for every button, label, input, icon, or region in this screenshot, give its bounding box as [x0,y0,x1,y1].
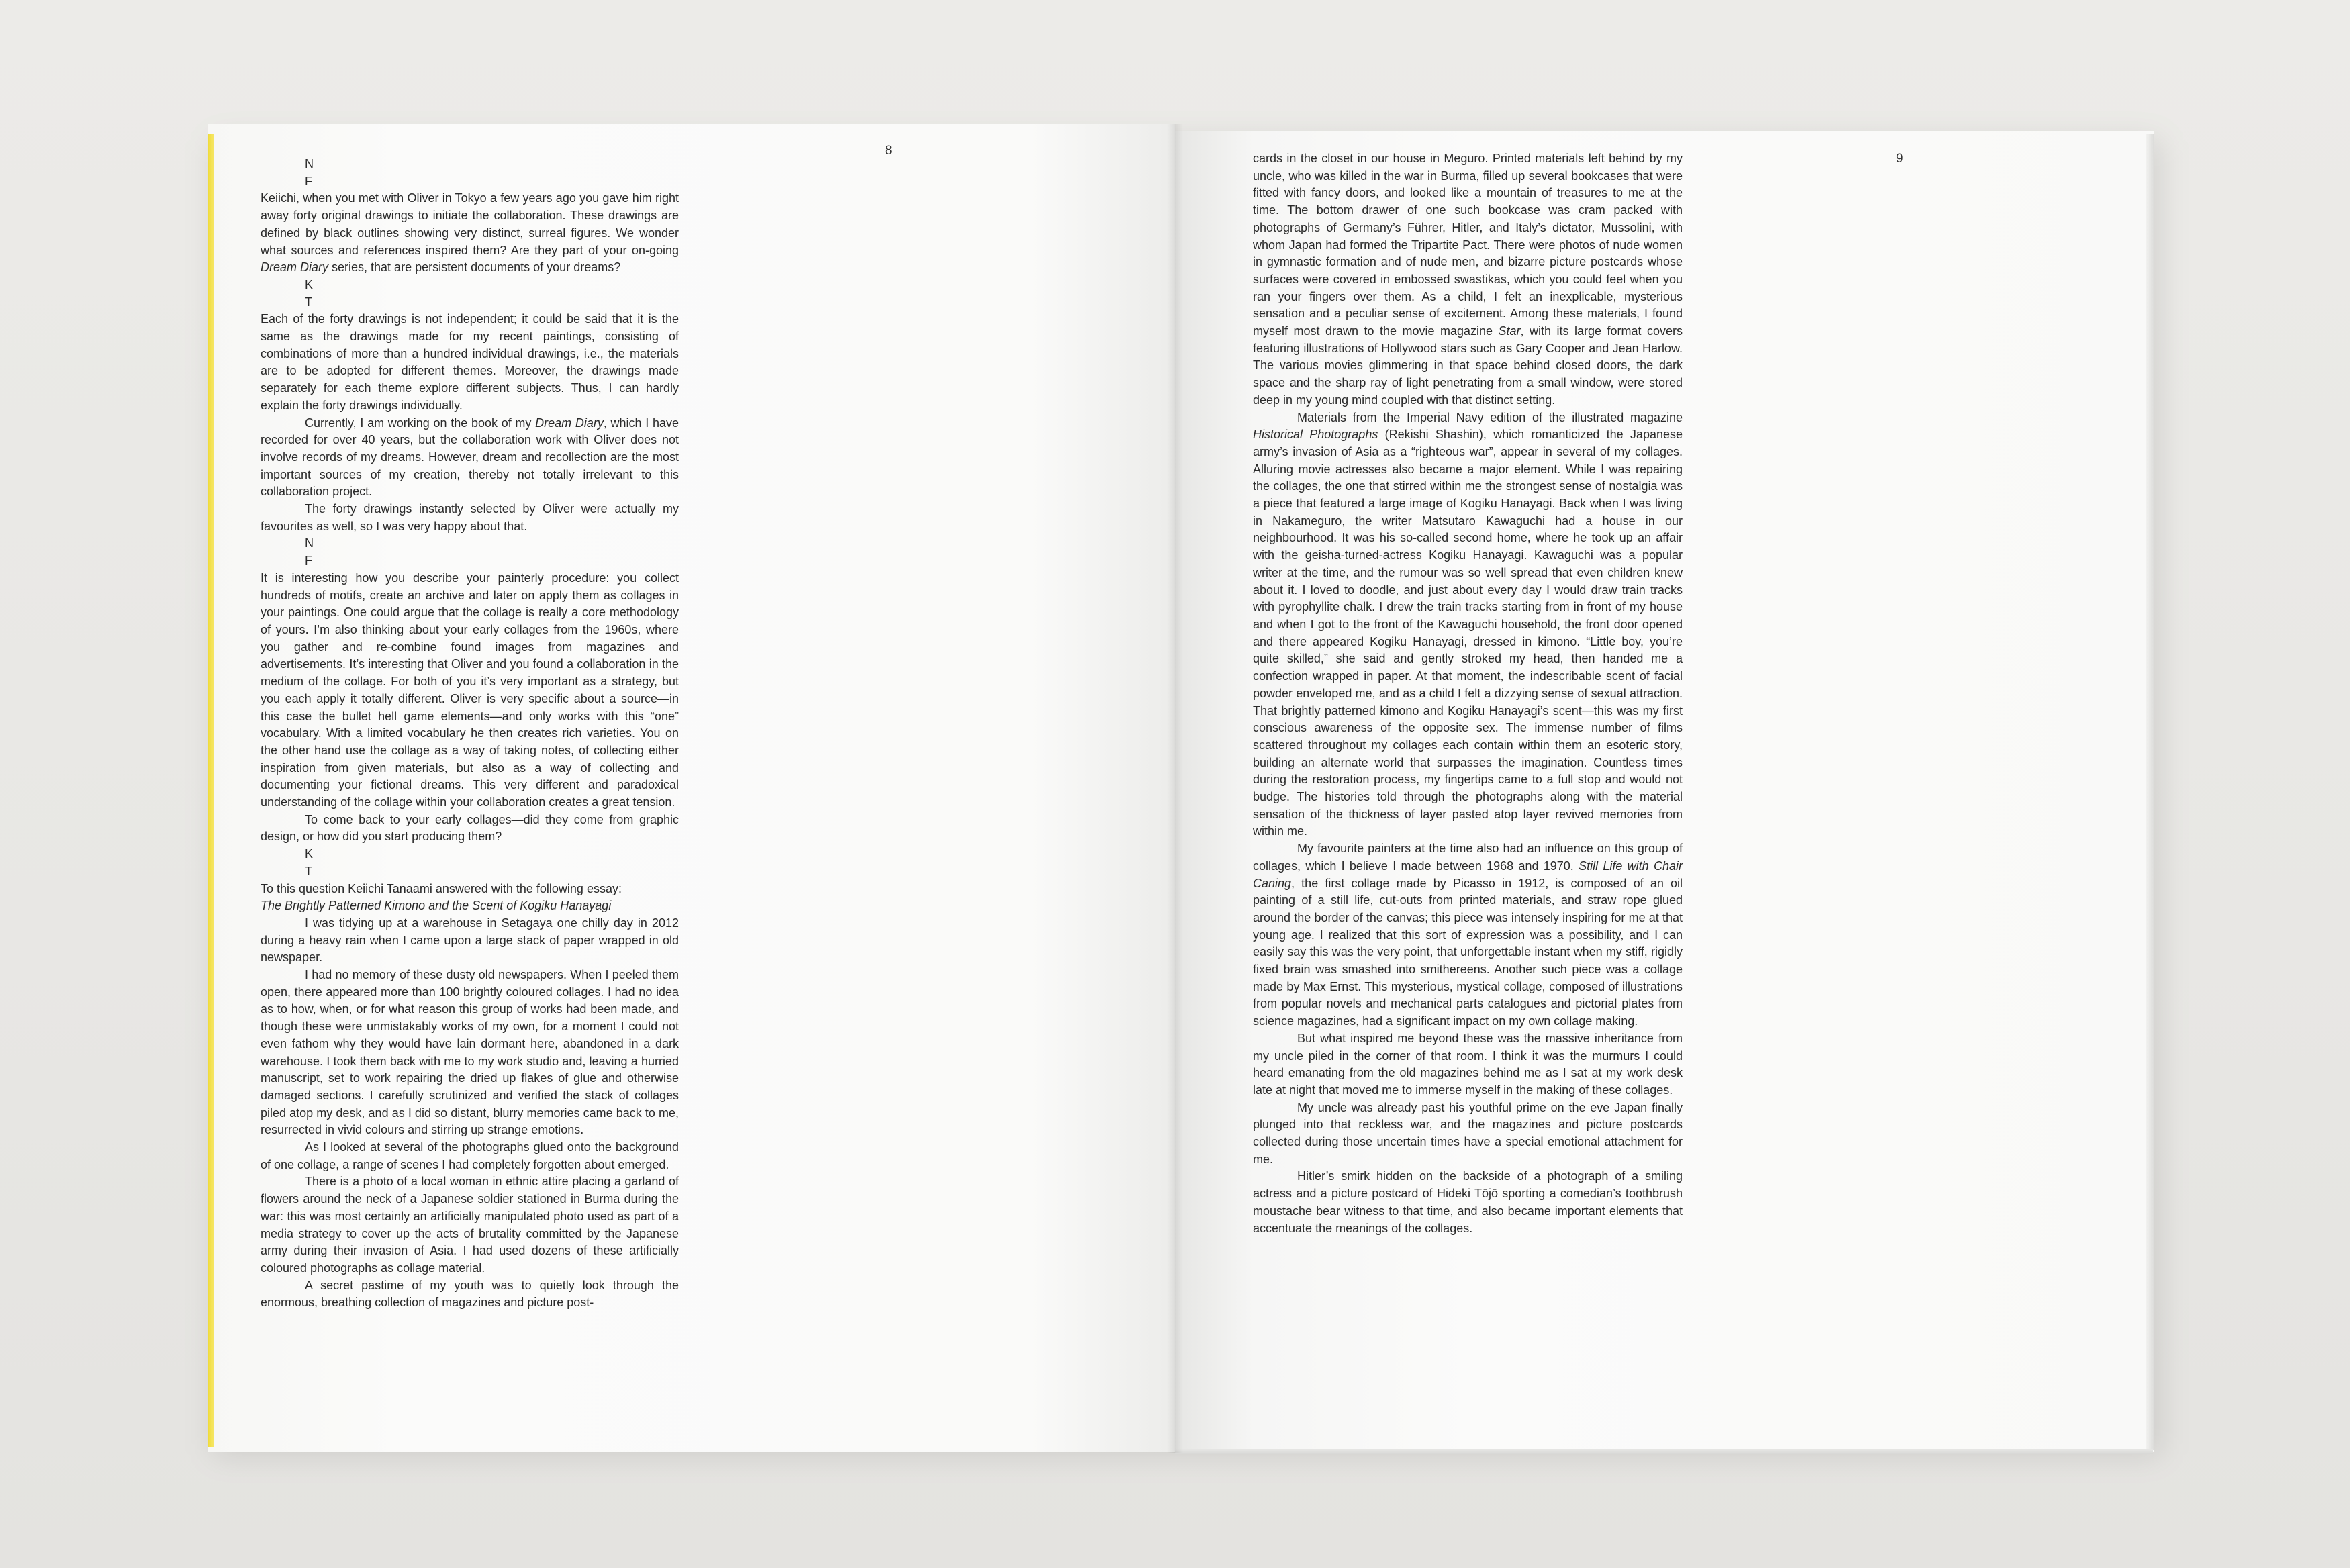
body-paragraph [261,1277,679,1312]
paragraph-text-continued: , which I have recorded for over 40 years, but the collaboration work with Oliver does not involve records of my dreams. However, dream and recollection are the most important sources of my creation, thereby not totally irrelevant to this collaboration project. [261,415,679,499]
paragraph-text: Hitler’s smirk hidden on the backside of a photograph of a smiling actress and a picture postcard of Hideki Tōjō sporting a comedian’s toothbrush moustache bear witness to that time, and also became important elements that accentuate the meanings of the collages. [1253,1169,1683,1235]
paragraph-text: T [305,295,312,309]
speaker-initial [261,863,679,881]
speaker-initial [261,277,679,294]
paragraph-text: I was tidying up at a warehouse in Setagaya one chilly day in 2012 during a heavy rain when I came upon a large stack of paper wrapped in old newspaper. [261,916,679,965]
paragraph-text: The forty drawings instantly selected by Oliver were actually my favourites as well, so I was very happy about that. [261,502,679,533]
page-number-right: 9 [1896,152,1903,166]
paragraph-text-continued: , the first collage made by Picasso in 1912, is composed of an oil painting of a still life, cut-outs from printed materials, and straw rope glued around the border of the canvas; this piece was intensely inspiring for me at that young age. I realized that this sort of expression was a possibility, and I can easily say this was the very point, that unforgettable instant when my stiff, rigidly fixed brain was smashed into smithereens. Another such piece was a collage made by Max Ernst. This mysterious, mystical collage, composed of illustrations from popular novels and mechanical parts catalogues and pictorial plates from science magazines, had a significant impact on my own collage making. [1253,876,1683,1028]
body-paragraph [1253,409,1683,841]
paragraph-text: Materials from the Imperial Navy edition of the illustrated magazine [1297,410,1683,424]
yellow-page-edge [208,134,214,1447]
body-paragraph [1253,1099,1683,1169]
paragraph-text: My uncle was already past his youthful prime on the eve Japan finally plunged into that reckless war, and the magazines and picture postcards collected during those uncertain times have a special emotional attachment for me. [1253,1100,1683,1166]
paragraph-text: Currently, I am working on the book of my [305,415,536,430]
paragraph-text: T [305,864,312,878]
body-paragraph [261,415,679,501]
body-paragraph [1253,1030,1683,1099]
italic-title: The Brightly Patterned Kimono and the Scent of Kogiku Hanayagi [261,899,612,913]
paragraph-text-continued: , with its large format covers featuring illustrations of Hollywood stars such as Gary Cooper and Jean Harlow. The various movies glimmering in that space behind closed doors, the dark space and the sharp ray of light penetrating from a small window, were stored deep in my young mind coupled with that distinct setting. [1253,324,1683,407]
italic-title: Dream Diary [261,260,329,275]
right-page-edge [2146,134,2154,1450]
italic-title: Historical Photographs [1253,428,1378,442]
body-paragraph [261,812,679,846]
body-paragraph [261,897,679,915]
body-paragraph [1253,150,1683,409]
body-paragraph [261,1173,679,1277]
body-paragraph [261,915,679,967]
speaker-initial [261,173,679,191]
body-paragraph [261,501,679,535]
paragraph-text: cards in the closet in our house in Meguro. Printed materials left behind by my uncle, who was killed in the war in Burma, filled up several bookcases that were fitted with fancy doors, and looked like a mountain of treasures to me at the time. The bottom drawer of one such bookcase was cram packed with photographs of Germany’s Führer, Hitler, and Italy’s dictator, Mussolini, with whom Japan had formed the Tripartite Pact. There were photos of nude women in gymnastic formation and of nude men, and bizarre picture postcards whose surfaces were covered in embossed swastikas, which you could feel when you ran your fingers over them. As a child, I felt an inexplicable, mysterious sensation and a peculiar sense of excitement. Among these materials, I found myself most drawn to the movie magazine [1253,152,1683,338]
paragraph-text: There is a photo of a local woman in ethnic attire placing a garland of flowers around the neck of a Japanese soldier stationed in Burma during the war: this was most certainly an artificially manipulated photo used as part of a media strategy to cover up the acts of brutality committed by the Japanese army during their invasion of Asia. I had used dozens of these artificially coloured photographs as collage material. [261,1175,679,1275]
right-text-column [1253,150,1683,1237]
paragraph-text: F [305,554,312,568]
paragraph-text: As I looked at several of the photographs glued onto the background of one collage, a range of scenes I had completely forgotten about emerged. [261,1140,679,1171]
paragraph-text: N [305,157,314,170]
body-paragraph [1253,840,1683,1030]
italic-title: Star [1498,324,1521,338]
body-paragraph [261,881,679,898]
paragraph-text-continued: (Rekishi Shashin), which romanticized the Japanese army’s invasion of Asia as a “righteous war”, appear in several of my collages. Alluring movie actresses also became a major element. While I was repairing the collages, the one that stirred within me the strongest sense of nostalgia was a piece that featured a large image of Kogiku Hanayagi. Back when I was living in Nakameguro, the writer Matsutaro Kawaguchi had a house in our neighbourhood. It was his so-called second home, where he took up an affair with the geisha-turned-actress Kogiku Hanayagi. Kawaguchi was a popular writer at the time, and the rumour was so well spread that even children knew about it. I loved to doodle, and just about every day I would draw train tracks with pyrophyllite chalk. I drew the train tracks starting from in front of my house and when I got to the front of the Kawaguchi household, the front door opened and there appeared Kogiku Hanayagi, dressed in kimono. “Little boy, you’re quite skilled,” she said and gently stroked my head, then handed me a confection wrapped in paper. At that moment, the indescribable scent of facial powder enveloped me, and as a child I felt a dizzying sense of sexual attraction. That brightly patterned kimono and Kogiku Hanayagi’s scent—this was my first conscious awareness of the opposite sex. The immense number of films scattered throughout my collages each contain within them an esoteric story, building an alternate world that surpasses the imagination. Countless times during the restoration process, my fingertips came to a full stop and would not budge. The histories told through the photographs along with the material sensation of the thickness of layer pasted atop layer revived memories from within me. [1253,428,1683,838]
body-paragraph [1253,1168,1683,1237]
paragraph-text: But what inspired me beyond these was the massive inheritance from my uncle piled in the corner of that room. I think it was the murmurs I could heard emanating from the old magazines behind me as I sat at my work desk late at night that moved me to immerse myself in the making of these collages. [1253,1031,1683,1097]
italic-title: Dream Diary [535,415,604,430]
left-text-column [261,156,679,1312]
speaker-initial [261,294,679,311]
body-paragraph [261,190,679,277]
paragraph-text: A secret pastime of my youth was to quietly look through the enormous, breathing collection of magazines and picture post- [261,1278,679,1310]
paragraph-text: F [305,174,312,188]
paragraph-text: To come back to your early collages—did they come from graphic design, or how did you start producing them? [261,812,679,844]
paragraph-text: Each of the forty drawings is not independent; it could be said that it is the same as the drawings made for my recent paintings, consisting of combinations of more than a hundred individual drawings, i.e., the materials are to be adopted for different themes. Moreover, the drawings made separately for each theme explore different subjects. Thus, I can hardly explain the forty drawings individually. [261,312,679,412]
paragraph-text: K [305,847,314,861]
italic-title: Still Life with Chair Caning [1253,859,1683,890]
paragraph-text: Keiichi, when you met with Oliver in Tokyo a few years ago you gave him right away forty original drawings to initiate the collaboration. These drawings are defined by black outlines showing very distinct, surreal figures. We wonder what sources and references inspired them? Are they part of your on-going [261,191,679,257]
bottom-page-edge [1175,1449,2153,1454]
paragraph-text: I had no memory of these dusty old newspapers. When I peeled them open, there appeared more than 100 brightly coloured collages. I had no idea as to how, when, or for what reason this group of works had been made, and though these were unmistakably works of my own, for a moment I could not even fathom why they would have lain dormant here, abandoned in a dark warehouse. I took them back with me to my work studio and, leaving a hurried manuscript, set to work repairing the dried up flakes of glue and otherwise damaged sections. I carefully scrutinized and verified the stack of collages piled atop my desk, and as I did so distant, blurry memories came back to me, resurrected in vivid colours and stirring up strange emotions. [261,968,679,1137]
paragraph-text: To this question Keiichi Tanaami answered with the following essay: [261,881,622,895]
paragraph-text-continued: series, that are persistent documents of your dreams? [328,260,621,275]
paragraph-text: N [305,536,314,550]
speaker-initial [261,535,679,552]
paragraph-text: K [305,277,314,291]
body-paragraph [261,1139,679,1173]
speaker-initial [261,846,679,863]
page-number-left: 8 [885,144,892,158]
body-paragraph [261,967,679,1139]
body-paragraph [261,570,679,812]
book-gutter [1167,124,1183,1453]
speaker-initial [261,156,679,173]
paragraph-text: My favourite painters at the time also had an influence on this group of collages, which I believe I made between 1968 and 1970. [1253,842,1683,873]
body-paragraph [261,311,679,414]
paragraph-text: It is interesting how you describe your painterly procedure: you collect hundreds of motifs, create an archive and later on apply them as collages in your paintings. One could argue that the collage is really a core methodology of yours. I’m also thinking about your early collages from the 1960s, where you gather and re-combine found images from magazines and advertisements. It’s interesting that Oliver and you found a collaboration in the medium of the collage. For both of you it’s very important as a strategy, but you each apply it totally different. Oliver is very specific about a source—in this case the bullet hell game elements—and only works with this “one” vocabulary. With a limited vocabulary he then creates rich varieties. You on the other hand use the collage as a way of taking notes, of collecting either inspiration from given materials, but also as a way of collecting and documenting your fictional dreams. This very different and paradoxical understanding of the collage within your collaboration creates a great tension. [261,571,679,810]
speaker-initial [261,552,679,570]
